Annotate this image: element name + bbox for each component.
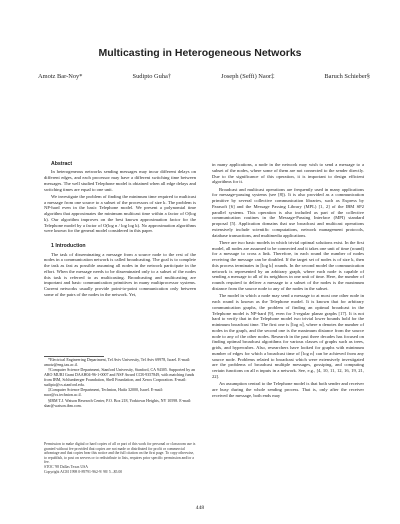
body-paragraph: The model in which a node may send a message to at most one other node in each round is known as the Telephone model. It is known that for arbitrary communication graphs, the problem of finding an optimal broadcast in the Telephone model is NP-hard [9], even for 3-regular planar graphs [17]. It is not hard to verify that in the Telephone model two trivial lower bounds hold for the minimum broadcast time. The first one is ⌈log n⌉, where n denotes the number of nodes in the graph, and the second one is the maximum distance from the source node to any of the other nodes. Research in the past three decades has focused on finding optimal broadcast algorithms for various classes of graphs such as trees, grids, and hypercubes. Also, researchers have looked for graphs with minimum number of edges for which a broadcast time of ⌈log n⌉ can be achieved from any source node. Problems related to broadcast which were extensively investigated are the problems of broadcast multiple messages, gossiping, and computing certain functions on all n inputs in a network. See, e.g., [4, 10, 11, 12, 16, 19, 21, 22]. — [212, 293, 364, 379]
right-column — [212, 162, 364, 400]
left-column — [44, 162, 196, 299]
copyright-notice — [44, 442, 196, 474]
footnote: *Electrical Engineering Department, Tel Aviv University, Tel Aviv 69978, Israel. E-mail: amotz@eng.tau.ac.il. — [44, 357, 191, 367]
body-paragraph: in many applications, a node in the network may wish to send a message to a subset of the nodes, where some of them are not connected to the sender directly. Due to the significance of this operation, it is important to design efficient algorithms for it. — [212, 162, 364, 185]
footnotes — [44, 358, 196, 409]
copyright-line: Copyright ACM 1998 0-89791-962-9/ 98/ 5...$5.00 — [44, 469, 123, 474]
body-paragraph: An assumption central to the Telephone model is that both sender and receiver are busy during the whole sending process. That is, only after the receiver received the message, both ends may — [212, 381, 364, 398]
abstract-paragraph: We investigate the problem of finding the minimum time required to multicast a message from one source to a subset of the processors of size k. The problem is NP-hard even in the basic Telephone model. We present a polynomial time algorithm that approximates the minimum multicast time within a factor of O(log k). Our algorithm improves on the best known approximation factor for the Telephone model by a factor of O(log n / log log k). No approximation algorithms were known for the general model considered in this paper. — [44, 193, 196, 234]
body-paragraph: There are two basic models in which trivial optimal solutions exist. In the first model, all nodes are assumed to be connected and it takes one unit of time (round) for a message to cross a link. Therefore, in each round the number of nodes receiving the message can be doubled. If the target set of nodes is of size k, then this process terminates in ⌈log k⌉ rounds. In the second model the communication network is represented by an arbitrary graph, where each node is capable of sending a message to all of its neighbors in one unit of time. Here, the number of rounds required to deliver a message to a subset of the nodes is the maximum distance from the source node to any of the nodes in the subset. — [212, 239, 364, 291]
body-paragraph: The task of disseminating a message from a source node to the rest of the nodes in a communication network is called broadcasting. The goal is to complete the task as fast as possible assuming all nodes in the network participate in the effort. When the message needs to be disseminated only to a subset of the nodes this task is referred to as multicasting. Broadcasting and multicasting are important and basic communication primitives in many multiprocessor systems. Current networks usually provide point-to-point communication only between some of the pairs of the nodes in the network. Yet, — [44, 251, 196, 297]
section-heading: 1 Introduction — [51, 243, 86, 250]
page-number: 448 — [195, 505, 205, 511]
body-paragraph: Broadcast and multicast operations are frequently used in many applications for message-passing systems (see [8]). It is also provided as a communication primitive by several collective communication libraries, such as Express by Parasoft [6] and the Message Passing Library (MPL) [1, 2] of the IBM SP2 parallel systems. This operation is also included as part of the collective communication routines in the Message-Passing Interface (MPI) standard proposal [5]. Application domains that use broadcast and multicast operations extensively include scientific computations, network management protocols, database transactions, and multimedia applications. — [212, 186, 364, 238]
author-name: Baruch Schieber§ — [324, 73, 370, 80]
author-name: Amotz Bar-Noy* — [38, 73, 83, 80]
footnote: ‡Computer Science Department, Technion, Haifa 32000, Israel. E-mail: naor@cs.technion.ac.il. — [44, 387, 163, 398]
footnote: §IBM T.J. Watson Research Center, P.O. Box 218, Yorktown Heights, NY 10598. E-mail: sbar@watson.ibm.com. — [44, 397, 192, 408]
paper-title: Multicasting in Heterogeneous Networks — [98, 47, 302, 59]
author-name: Sudipto Guha† — [132, 73, 172, 80]
abstract-heading: Abstract — [51, 161, 73, 167]
footnote: †Computer Science Department, Stanford University, Stanford, CA 94305. Supported by an ARO MURI Grant DAAH04-96-1-0007 and NSF Award CCR-9357849, with matching funds from IBM, Schlumberger Foundation, Shell Foundation, and Xerox Corporation. E-mail: sudipto@cs.stanford.edu. — [44, 367, 196, 387]
abstract-paragraph: In heterogeneous networks sending messages may incur different delays on different edges, and each processor may have a different switching time between messages. The well studied Telephone model is obtained when all edge delays and switching times are equal to one unit. — [44, 169, 196, 192]
author-name: Joseph (Seffi) Naor‡ — [221, 73, 275, 80]
conference-line: STOC '98 Dallas Texas USA — [44, 464, 88, 469]
permission-text: Permission to make digital or hard copies of all or part of this work for personal or classroom use is granted without fee provided that copies are not made or distributed for profit or commercial advantage and that copies bear this notice and the full citation on the first page. To copy otherwise, to republish, to post on servers or to redistribute to lists, requires prior specific permission and/or a fee. — [44, 442, 196, 465]
author-list — [38, 73, 370, 80]
